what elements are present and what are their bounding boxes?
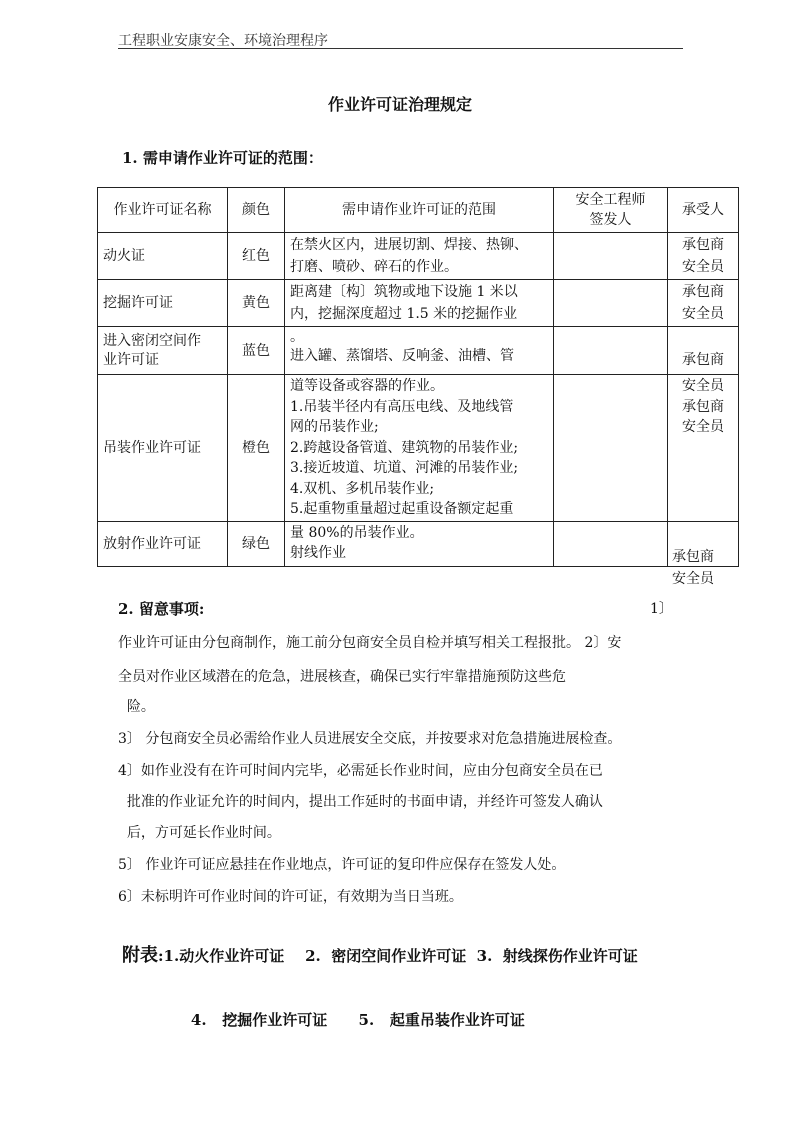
- table-row: [98, 522, 739, 567]
- note-line: 后，方可延长作业时间。: [118, 825, 281, 841]
- permit-color: 黄色: [228, 280, 285, 327]
- document-title: 作业许可证治理规定: [327, 95, 472, 114]
- header-scope: 需申请作业许可证的范围: [285, 188, 554, 233]
- note-line: 全员对作业区域潜在的危急，进展核查，确保已实行牢靠措施预防这些危: [118, 669, 566, 685]
- note-line: 批准的作业证允许的时间内，提出工作延时的书面申请，并经许可签发人确认: [118, 794, 603, 810]
- permit-color: 橙色: [228, 375, 285, 522]
- annex-line-2: [122, 972, 638, 1068]
- annex-list-2: 4. 挖掘作业许可证 5. 起重吊装作业许可证: [190, 1011, 525, 1029]
- permit-color: 蓝色: [228, 327, 285, 375]
- annex-line-1: [122, 940, 638, 972]
- header-permit-name: 作业许可证名称: [98, 188, 228, 233]
- annex-list-1: :1.动火作业许可证 2. 密闭空间作业许可证 3. 射线探伤作业许可证: [158, 947, 638, 965]
- notes-section: [118, 598, 718, 908]
- permit-signer: [554, 233, 668, 280]
- table-row: [98, 233, 739, 280]
- permit-color: 绿色: [228, 522, 285, 567]
- permit-color: 红色: [228, 233, 285, 280]
- table-overflow-receiver: 承包商 安全员: [672, 549, 714, 587]
- permit-table: [97, 187, 739, 567]
- permit-name: 挖掘许可证: [98, 280, 228, 327]
- note-line: 5〕 作业许可证应悬挂在作业地点，许可证的复印件应保存在签发人处。: [118, 857, 566, 873]
- running-header: 工程职业安康安全、环境治理程序: [118, 33, 328, 49]
- permit-name: 进入密闭空间作 业许可证: [98, 327, 228, 375]
- table-row: [98, 375, 739, 522]
- permit-signer: [554, 375, 668, 522]
- permit-name: 放射作业许可证: [98, 522, 228, 567]
- table-row: [98, 327, 739, 375]
- header-rule: [118, 48, 683, 49]
- section-1-heading: 1. 需申请作业许可证的范围：: [122, 149, 323, 167]
- permit-name: 吊装作业许可证: [98, 375, 228, 522]
- note-line: 3〕 分包商安全员必需给作业人员进展安全交底，并按要求对危急措施进展检查。: [118, 731, 622, 747]
- permit-scope: 道等设备或容器的作业。 1.吊装半径内有高压电线、及地线管 网的吊装作业; 2.跨越设备管道、建筑物的吊装作业; 3.接近坡道、坑道、河滩的吊装作业; 4.双机、多机吊装作业; 5.起重物重量超过起重设备额定起重: [285, 375, 554, 522]
- table-row: [98, 280, 739, 327]
- notes-heading-line: [118, 598, 718, 620]
- permit-receiver: 承包商 安全员: [668, 280, 739, 327]
- header-color: 颜色: [228, 188, 285, 233]
- permit-signer: [554, 280, 668, 327]
- notes-heading: 2. 留意事项:: [118, 600, 205, 618]
- permit-scope: 距离建〔构〕筑物或地下设施 1 米以 内，挖掘深度超过 1.5 米的挖掘作业: [285, 280, 554, 327]
- permit-receiver: 承包商 安全员: [668, 233, 739, 280]
- note-1-marker: 1〕: [650, 601, 673, 617]
- permit-scope: 在禁火区内，进展切割、焊接、热铆、 打磨、喷砂、碎石的作业。: [285, 233, 554, 280]
- note-line: 作业许可证由分包商制作，施工前分包商安全员自检并填写相关工程报批。 2〕安: [118, 635, 622, 651]
- header-receiver: 承受人: [668, 188, 739, 233]
- header-signer: 安全工程师 签发人: [554, 188, 668, 233]
- permit-receiver: 承包商: [668, 327, 739, 375]
- table-header-row: [98, 188, 739, 233]
- note-line: 险。: [118, 699, 155, 715]
- permit-signer: [554, 522, 668, 567]
- annex-label: 附表: [122, 945, 158, 966]
- permit-scope: 量 80%的吊装作业。 射线作业: [285, 522, 554, 567]
- permit-receiver: 安全员 承包商 安全员: [668, 375, 739, 522]
- annex-section: [122, 940, 638, 1068]
- note-line: 6〕未标明许可作业时间的许可证，有效期为当日当班。: [118, 889, 463, 905]
- permit-signer: [554, 327, 668, 375]
- permit-name: 动火证: [98, 233, 228, 280]
- permit-scope: 。 进入罐、蒸馏塔、反响釜、油槽、管: [285, 327, 554, 375]
- note-line: 4〕如作业没有在许可时间内完毕，必需延长作业时间，应由分包商安全员在已: [118, 763, 603, 779]
